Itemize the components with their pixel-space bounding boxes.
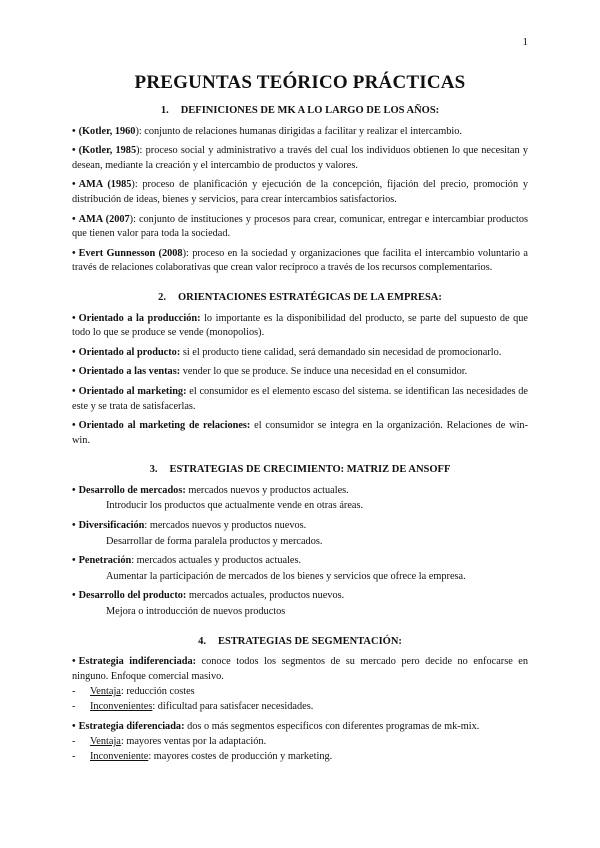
item-term: Orientado a la producción: xyxy=(78,312,201,324)
item-text: lo importante es la disponibilidad del producto, se parte del supuesto de que todo lo que se produce se vende (monopolios). xyxy=(72,312,528,339)
item-detail: Mejora o introducción de nuevos productos xyxy=(106,606,286,618)
item-term: Kotler, 1985 xyxy=(82,145,137,157)
item-text: vender lo que se produce. Se induce una necesidad en el consumidor. xyxy=(180,366,468,378)
list-item xyxy=(72,144,528,173)
item-text: ): conjunto de relaciones humanas dirigidas a facilitar y realizar el intercambio. xyxy=(135,125,462,137)
list-item xyxy=(72,213,528,242)
bullet: • xyxy=(72,720,76,732)
bullet: • xyxy=(72,125,76,137)
section-heading-text: ESTRATEGIAS DE CRECIMIENTO: MATRIZ DE ANSOFF xyxy=(169,464,451,476)
dash-text: : mayores costes de producción y marketing. xyxy=(148,750,333,762)
item-text: dos o más segmentos específicos con diferentes programas de mk-mix. xyxy=(184,720,480,732)
section-definitions xyxy=(72,104,528,276)
item-text: ): proceso de planificación y ejecución de la concepción, fijación del precio, promoción y distribución de ideas, bienes y servicios, para crear intercambios satisfactorios. xyxy=(72,179,528,205)
list-item xyxy=(72,554,528,584)
bullet: • xyxy=(72,520,76,532)
bullet: • xyxy=(72,312,76,324)
list-item xyxy=(72,385,528,414)
bullet: • xyxy=(72,484,76,496)
section-number: 3. xyxy=(149,464,158,476)
dash-item xyxy=(72,700,528,715)
section-number: 4. xyxy=(198,635,206,647)
item-term: Desarrollo del producto: xyxy=(78,590,187,602)
dash-item xyxy=(72,735,528,750)
item-term: Orientado a las ventas: xyxy=(78,366,181,378)
item-term: Estrategia indiferenciada: xyxy=(78,656,197,668)
bullet: • xyxy=(72,385,76,397)
item-text: si el producto tiene calidad, será demandado sin necesidad de promocionarlo. xyxy=(180,346,502,358)
section-orientations xyxy=(72,291,528,448)
bullet: • xyxy=(72,420,76,432)
dash-text: : mayores ventas por la adaptación. xyxy=(120,736,267,748)
list-item xyxy=(72,346,528,361)
item-term: AMA (2007 xyxy=(78,213,130,225)
item-text: : mercados actuales y productos actuales. xyxy=(131,555,302,567)
dash-label: Inconveniente xyxy=(90,750,149,762)
item-detail: Desarrollar de forma paralela productos y mercados. xyxy=(106,535,323,547)
bullet: • xyxy=(72,247,76,259)
item-text: : mercados nuevos y productos nuevos. xyxy=(144,520,307,532)
item-text: el consumidor es el elemento escaso del sistema. se identifican las necesidades de este y se trata de satisfacerlas. xyxy=(72,385,528,412)
list-item xyxy=(72,247,528,276)
dash-item xyxy=(72,750,528,765)
item-text: conoce todos los segmentos de su mercado pero decide no enfocarse en ninguno. Enfoque comercial masivo. xyxy=(72,656,528,682)
section-heading-text: ORIENTACIONES ESTRATÉGICAS DE LA EMPRESA: xyxy=(177,291,442,303)
section-heading xyxy=(72,291,528,306)
list-item xyxy=(72,178,528,207)
list-item xyxy=(72,484,528,514)
section-number: 2. xyxy=(158,291,166,303)
dash-label: Ventaja xyxy=(90,686,121,698)
dash-label: Ventaja xyxy=(90,736,121,748)
dash: - xyxy=(72,686,76,698)
list-item xyxy=(72,720,528,765)
dash-list xyxy=(72,735,528,764)
item-pre: ( xyxy=(78,145,83,157)
bullet: • xyxy=(72,366,76,378)
list-item xyxy=(72,365,528,380)
bullet: • xyxy=(72,656,76,668)
dash-item xyxy=(72,685,528,700)
bullet: • xyxy=(72,145,76,157)
dash-text: : dificultad para satisfacer necesidades. xyxy=(152,701,314,712)
item-term: Orientado al marketing: xyxy=(78,385,187,397)
section-heading-text: ESTRATEGIAS DE SEGMENTACIÓN: xyxy=(217,635,402,647)
item-term: Orientado al producto: xyxy=(78,346,181,358)
list-item xyxy=(72,419,528,448)
item-detail: Introducir los productos que actualmente vende en otras áreas. xyxy=(106,500,364,512)
item-term: Kotler, 1960 xyxy=(82,125,136,137)
item-text: mercados actuales, productos nuevos. xyxy=(186,590,345,602)
item-detail: Aumentar la participación de mercados de los bienes y servicios que ofrece la empresa. xyxy=(106,570,466,582)
list-item xyxy=(72,655,528,714)
item-text: ): proceso social y administrativo a través del cual los individuos obtienen lo que necesitan y desean, mediante la creación y el intercambio de productos y valores. xyxy=(72,145,528,171)
item-text: ): proceso en la sociedad y organizaciones que facilita el intercambio voluntario a través de relaciones colaborativas que crean valor recíproco a través de los recursos complementarios. xyxy=(72,247,528,274)
item-term: Orientado al marketing de relaciones: xyxy=(78,420,251,432)
dash-text: : reducción costes xyxy=(120,686,195,698)
item-term: Diversificación xyxy=(78,520,145,532)
bullet: • xyxy=(72,590,76,602)
item-text: mercados nuevos y productos actuales. xyxy=(185,484,349,496)
item-pre: ( xyxy=(78,125,83,137)
item-term: Penetración xyxy=(78,555,132,567)
item-text: el consumidor se integra en la organización. Relaciones de win-win. xyxy=(72,420,529,446)
section-ansoff-matrix xyxy=(72,463,528,619)
section-heading-text: DEFINICIONES DE MK A LO LARGO DE LOS AÑOS: xyxy=(180,105,440,116)
section-heading xyxy=(72,104,528,119)
list-item xyxy=(72,589,528,619)
bullet: • xyxy=(72,179,76,191)
list-item xyxy=(72,125,528,140)
section-number: 1. xyxy=(160,105,169,116)
item-term: Desarrollo de mercados: xyxy=(78,484,186,496)
bullet: • xyxy=(72,346,76,358)
item-term: Evert Gunnesson (2008 xyxy=(78,247,183,259)
list-item xyxy=(72,519,528,549)
page-number: 1 xyxy=(522,36,528,48)
dash: - xyxy=(72,750,76,762)
list-item xyxy=(72,312,528,341)
bullet: • xyxy=(72,555,76,567)
page-title: PREGUNTAS TEÓRICO PRÁCTICAS xyxy=(134,72,466,93)
item-term: Estrategia diferenciada: xyxy=(78,720,185,732)
dash: - xyxy=(72,736,76,748)
item-text: ): conjunto de instituciones y procesos para crear, comunicar, entregar e intercambiar productos que tienen valor para toda la sociedad. xyxy=(72,213,528,240)
document-body xyxy=(72,104,528,779)
section-heading xyxy=(72,635,528,650)
section-heading xyxy=(72,463,528,478)
item-term: AMA (1985 xyxy=(78,179,132,191)
section-segmentation xyxy=(72,635,528,765)
bullet: • xyxy=(72,213,76,225)
dash: - xyxy=(72,701,76,712)
dash-list xyxy=(72,685,528,714)
dash-label: Inconvenientes xyxy=(90,701,153,712)
